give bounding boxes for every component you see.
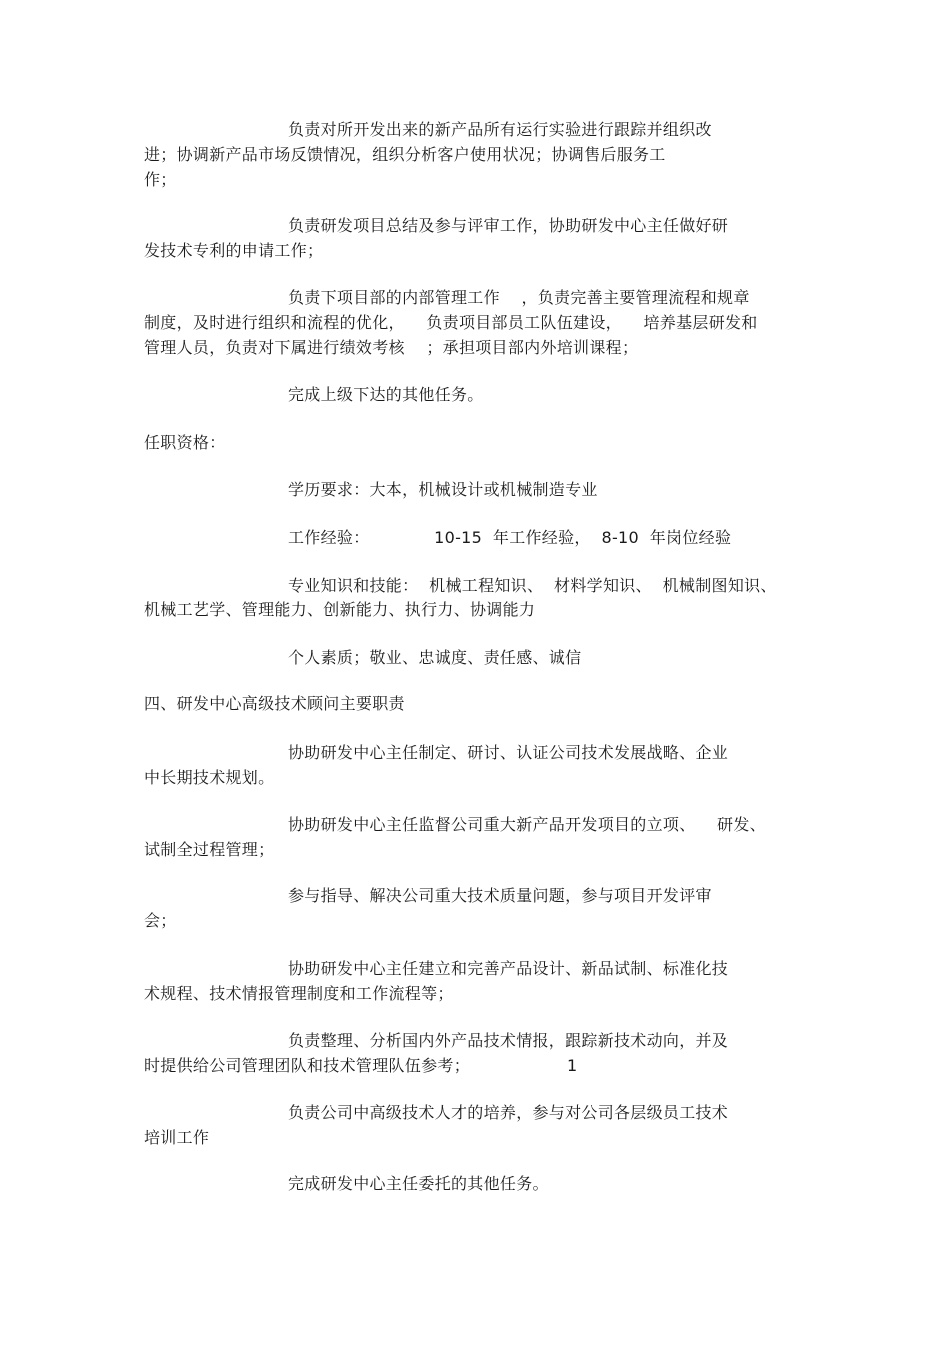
text-line: 负责下项目部的内部管理工作 ，负责完善主要管理流程和规章 [288,288,750,307]
text-line: 进；协调新产品市场反馈情况，组织分析客户使用状况；协调售后服务工 [144,145,666,164]
text-line: 工作经验： 10-15 年工作经验， 8-10 年岗位经验 [288,528,732,547]
text-line: 完成上级下达的其他任务。 [288,385,484,404]
text-line: 负责对所开发出来的新产品所有运行实验进行跟踪并组织改 [288,120,712,139]
section-heading: 任职资格： [144,433,226,452]
text-line: 发技术专利的申请工作； [144,241,324,260]
text-line: 中长期技术规划。 [144,768,275,787]
text-line: 试制全过程管理； [144,840,275,859]
text-line: 制度，及时进行组织和流程的优化， 负责项目部员工队伍建设， 培养基层研发和 [144,313,758,332]
text-line: 时提供给公司管理团队和技术管理队伍参考； 1 [144,1056,578,1075]
text-line: 培训工作 [144,1128,210,1147]
text-line: 专业知识和技能： 机械工程知识、 材料学知识、 机械制图知识、 [288,576,777,595]
text-line: 完成研发中心主任委托的其他任务。 [288,1174,549,1193]
text-line: 学历要求：大本，机械设计或机械制造专业 [288,480,598,499]
text-line: 负责整理、分析国内外产品技术情报，跟踪新技术动向，并及 [288,1031,729,1050]
text-line: 术规程、技术情报管理制度和工作流程等； [144,984,454,1003]
section-heading: 四、研发中心高级技术顾问主要职责 [144,694,405,713]
text-line: 负责公司中高级技术人才的培养，参与对公司各层级员工技术 [288,1103,729,1122]
text-line: 参与指导、解决公司重大技术质量问题，参与项目开发评审 [288,886,712,905]
text-line: 管理人员，负责对下属进行绩效考核 ；承担项目部内外培训课程； [144,338,639,357]
text-line: 机械工艺学、管理能力、创新能力、执行力、协调能力 [144,600,536,619]
text-line: 协助研发中心主任制定、研讨、认证公司技术发展战略、企业 [288,743,729,762]
text-line: 会； [144,911,177,930]
text-line: 作； [144,170,177,189]
text-line: 个人素质；敬业、忠诚度、责任感、诚信 [288,648,582,667]
text-line: 协助研发中心主任监督公司重大新产品开发项目的立项、 研发、 [288,815,766,834]
text-line: 协助研发中心主任建立和完善产品设计、新品试制、标准化技 [288,959,729,978]
text-line: 负责研发项目总结及参与评审工作，协助研发中心主任做好研 [288,216,729,235]
